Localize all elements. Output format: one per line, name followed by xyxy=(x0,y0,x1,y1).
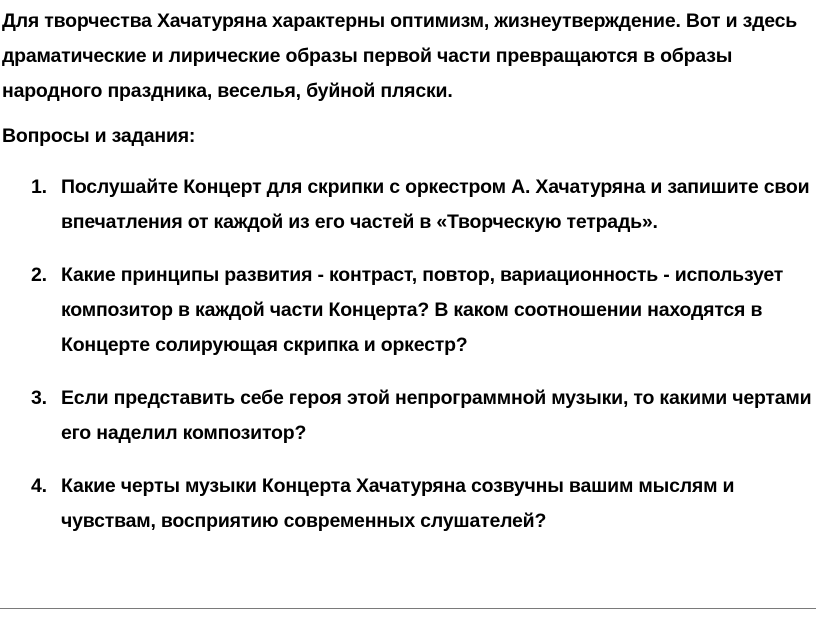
questions-heading: Вопросы и задания: xyxy=(2,125,196,147)
question-item-1 xyxy=(0,170,816,240)
question-item-2 xyxy=(0,258,816,363)
question-text: Какие принципы развития - контраст, повтор, вариационность - использует композитор в каждой части Концерта? В каком соотношении находятся в Концерте солирующая скрипка и оркестр? xyxy=(61,264,784,356)
question-item-4 xyxy=(0,469,816,539)
question-text: Если представить себе героя этой непрограммной музыки, то какими чертами его наделил композитор? xyxy=(61,387,812,444)
intro-paragraph: Для творчества Хачатуряна характерны оптимизм, жизнеутверждение. Вот и здесь драматические и лирические образы первой части превращаются в образы народного праздника, веселья, буйной пляски. xyxy=(2,10,798,102)
question-text: Послушайте Концерт для скрипки с оркестром А. Хачатуряна и запишите свои впечатления от каждой из его частей в «Творческую тетрадь». xyxy=(61,176,810,233)
questions-list xyxy=(0,170,816,539)
question-number: 3. xyxy=(31,387,47,409)
question-item-3 xyxy=(0,381,816,451)
question-number: 2. xyxy=(31,264,47,286)
question-text: Какие черты музыки Концерта Хачатуряна созвучны вашим мыслям и чувствам, восприятию современных слушателей? xyxy=(61,475,735,532)
bottom-divider xyxy=(0,608,816,609)
question-number: 1. xyxy=(31,176,47,198)
question-number: 4. xyxy=(31,475,47,497)
